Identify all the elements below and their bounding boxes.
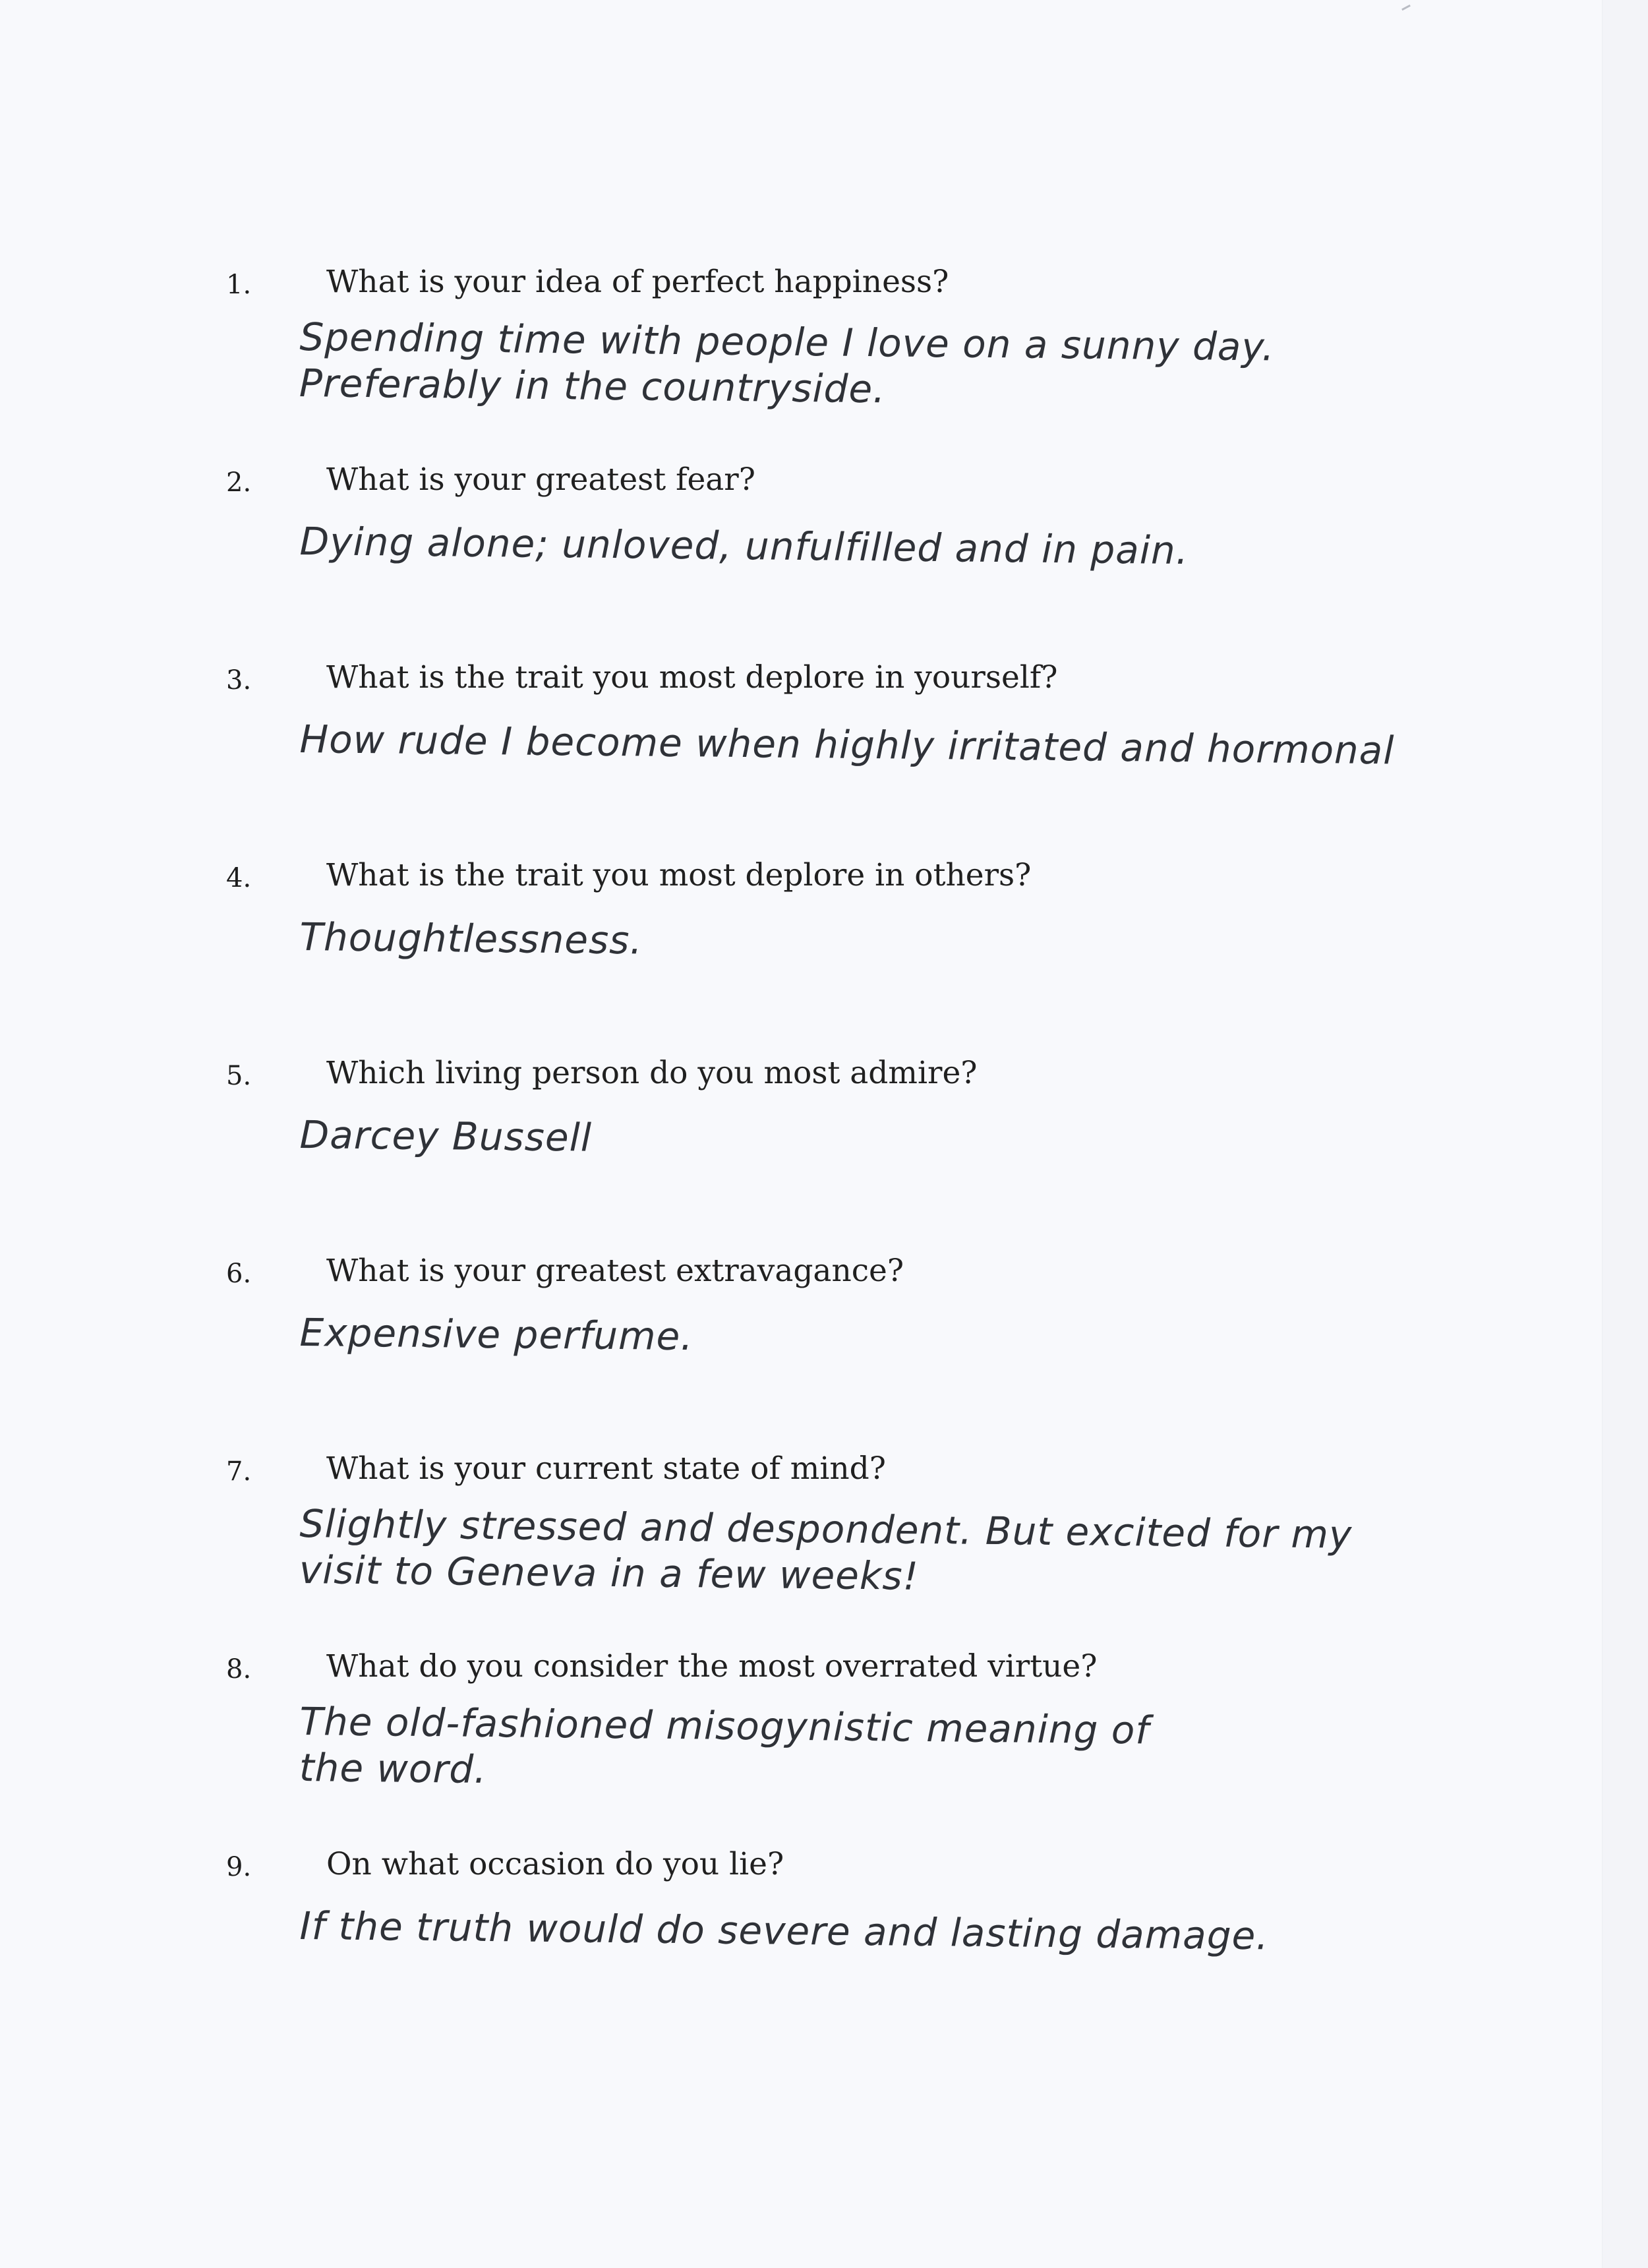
question-number: 1. [226, 270, 252, 300]
question-text: What is your idea of perfect happiness? [326, 264, 949, 300]
question-text: What do you consider the most overrated virtue? [326, 1648, 1098, 1685]
question-number: 9. [226, 1852, 252, 1882]
question-text: What is your greatest extravagance? [326, 1253, 904, 1289]
scan-mark [1401, 5, 1411, 11]
handwritten-answer: Thoughtlessness. [299, 914, 643, 963]
scan-edge [1602, 0, 1648, 2268]
question-text: What is the trait you most deplore in others? [326, 857, 1032, 893]
question-item-4 [0, 857, 1516, 1031]
question-item-9 [0, 1846, 1516, 2020]
question-number: 2. [226, 467, 252, 498]
question-text: What is your current state of mind? [326, 1450, 886, 1487]
question-number: 4. [226, 863, 252, 893]
question-item-6 [0, 1255, 1516, 1427]
question-number: 3. [226, 665, 252, 696]
handwritten-answer: Darcey Bussell [299, 1112, 593, 1160]
question-number: 8. [226, 1654, 252, 1685]
question-item-8 [0, 1648, 1516, 1822]
handwritten-answer: How rude I become when highly irritated and hormonal [299, 717, 1395, 773]
handwritten-answer: The old-fashioned misogynistic meaning of the word. [299, 1699, 1150, 1792]
question-text: What is the trait you most deplore in yourself? [326, 659, 1058, 696]
question-number: 6. [226, 1259, 252, 1289]
question-item-1 [0, 266, 1516, 438]
question-number: 5. [226, 1061, 252, 1091]
handwritten-answer: Dying alone; unloved, unfulfilled and in pain. [299, 518, 1189, 574]
question-text: On what occasion do you lie? [326, 1846, 784, 1882]
question-item-2 [0, 464, 1516, 636]
question-item-5 [0, 1055, 1516, 1229]
question-item-3 [0, 659, 1516, 833]
handwritten-answer: If the truth would do severe and lasting damage. [299, 1903, 1270, 1959]
handwritten-answer: Spending time with people I love on a sunny day. Preferably in the countryside. [299, 314, 1276, 412]
question-number: 7. [226, 1456, 252, 1487]
question-text: Which living person do you most admire? [326, 1055, 978, 1091]
question-text: What is your greatest fear? [326, 462, 755, 498]
handwritten-answer: Slightly stressed and despondent. But excited for my visit to Geneva in a few weeks! [299, 1501, 1353, 1599]
question-item-7 [0, 1450, 1516, 1625]
handwritten-answer: Expensive perfume. [299, 1310, 694, 1359]
